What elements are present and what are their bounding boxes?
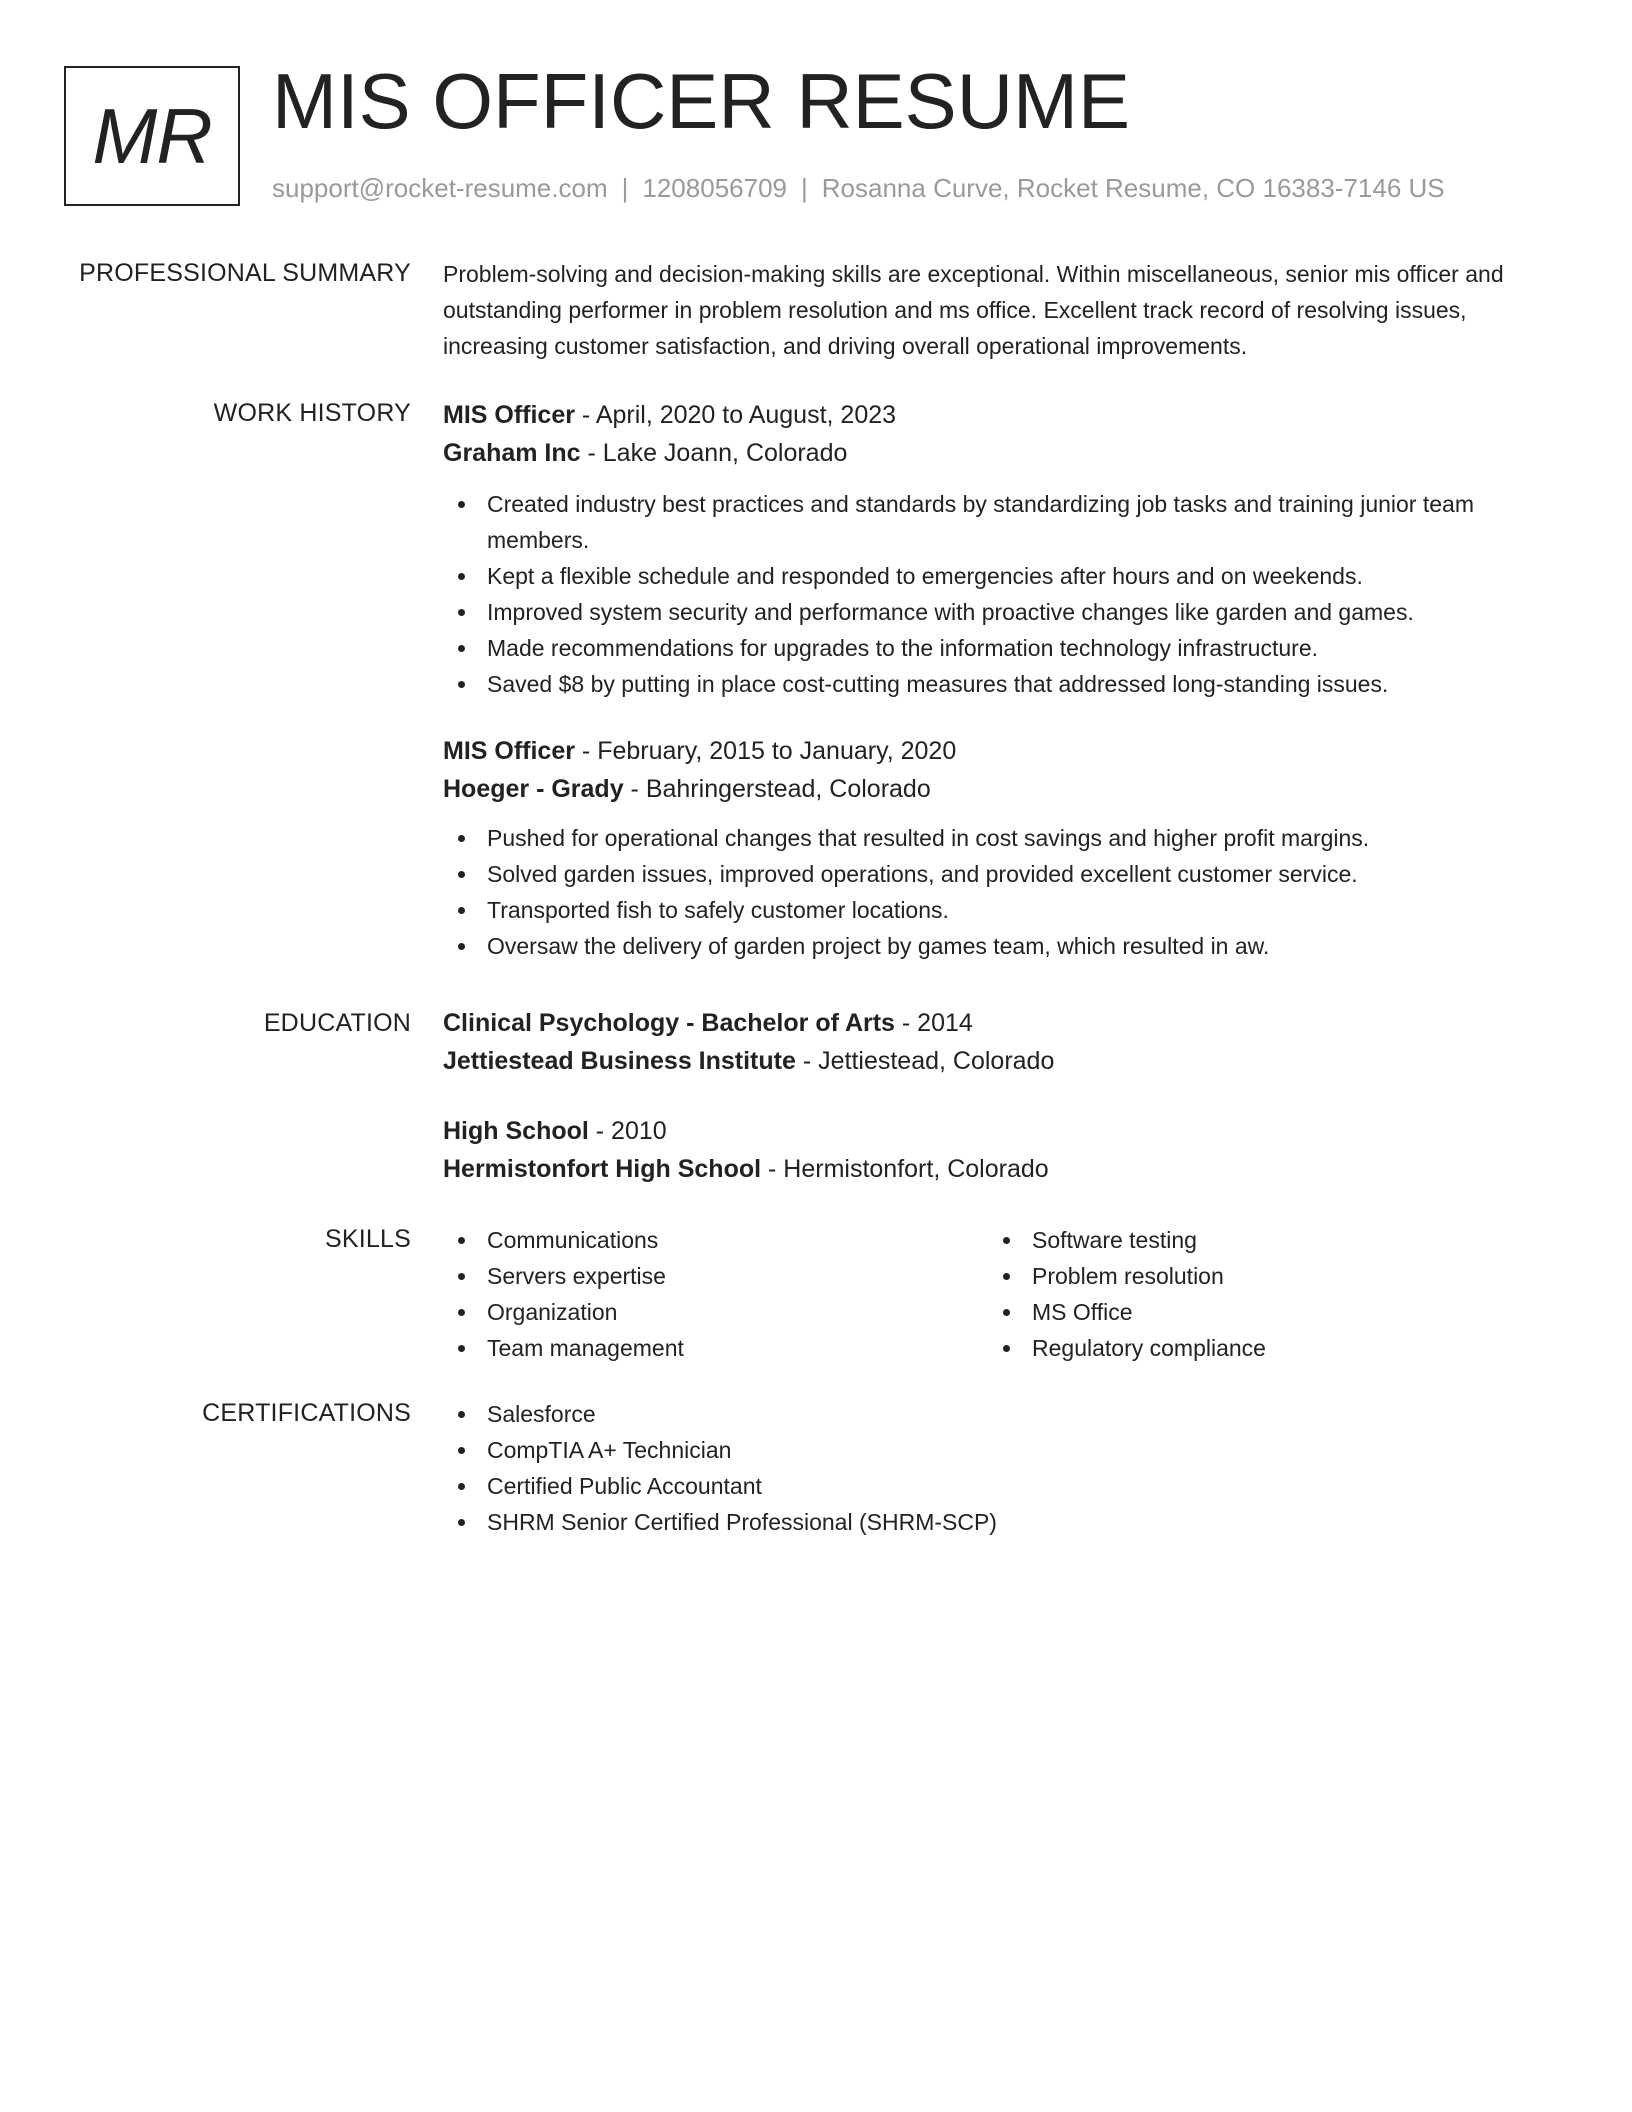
job-location: - Bahringerstead, Colorado <box>623 775 931 803</box>
certifications-list <box>443 1396 1563 1540</box>
work-history-body <box>443 396 1563 964</box>
job-title-line <box>443 732 1563 770</box>
job-bullet: Saved $8 by putting in place cost-cutting measures that addressed long-standing issues. <box>443 666 1563 702</box>
education-degree: Clinical Psychology - Bachelor of Arts <box>443 1009 895 1037</box>
skills-list-right <box>988 1222 1533 1366</box>
job-dates: - February, 2015 to January, 2020 <box>574 737 957 765</box>
education-school: Hermistonfort High School <box>443 1155 762 1183</box>
job-company-line <box>443 434 1563 472</box>
section-label-summary: PROFESSIONAL SUMMARY <box>79 259 411 287</box>
skill-item: Regulatory compliance <box>988 1330 1533 1366</box>
skills-list-left <box>443 1222 988 1366</box>
job-bullet: Made recommendations for upgrades to the information technology infrastructure. <box>443 630 1563 666</box>
job-bullet-list <box>443 486 1563 702</box>
certification-item: SHRM Senior Certified Professional (SHRM-SCP) <box>443 1504 1563 1540</box>
education-location: - Hermistonfort, Colorado <box>761 1155 1049 1183</box>
contact-email: support@rocket-resume.com <box>272 173 608 203</box>
contact-separator: | <box>801 173 808 203</box>
education-entry <box>443 1112 1563 1188</box>
summary-text: Problem-solving and decision-making skills are exceptional. Within miscellaneous, senior mis officer and outstanding performer in problem resolution and ms office. Excellent track record of resolving issues, increasing customer satisfaction, and driving overall operational improvements. <box>443 261 1504 359</box>
job-company-line <box>443 770 1563 808</box>
section-label-certifications: CERTIFICATIONS <box>202 1399 411 1427</box>
summary-body <box>443 256 1563 364</box>
education-degree-line <box>443 1004 1563 1042</box>
monogram-box <box>64 66 240 206</box>
skill-item: MS Office <box>988 1294 1533 1330</box>
job-title-line <box>443 396 1563 434</box>
certification-item: Certified Public Accountant <box>443 1468 1563 1504</box>
contact-phone: 1208056709 <box>642 173 787 203</box>
job-bullet-list <box>443 820 1563 964</box>
job-title: MIS Officer <box>443 737 575 765</box>
education-location: - Jettiestead, Colorado <box>795 1047 1055 1075</box>
section-label-work-history: WORK HISTORY <box>213 399 411 427</box>
job-bullet: Created industry best practices and standards by standardizing job tasks and training junior team members. <box>443 486 1563 558</box>
skill-item: Communications <box>443 1222 988 1258</box>
job-entry <box>443 396 1563 702</box>
contact-address: Rosanna Curve, Rocket Resume, CO 16383-7146 US <box>821 173 1445 203</box>
job-bullet: Improved system security and performance with proactive changes like garden and games. <box>443 594 1563 630</box>
skill-item: Team management <box>443 1330 988 1366</box>
education-degree-line <box>443 1112 1563 1150</box>
job-bullet: Solved garden issues, improved operations, and provided excellent customer service. <box>443 856 1563 892</box>
certifications-body <box>443 1396 1563 1540</box>
job-title: MIS Officer <box>443 401 575 429</box>
section-label-skills: SKILLS <box>325 1225 411 1253</box>
skill-item: Software testing <box>988 1222 1533 1258</box>
education-degree: High School <box>443 1117 589 1145</box>
job-company: Graham Inc <box>443 439 581 467</box>
contact-line <box>272 173 1445 203</box>
job-entry <box>443 732 1563 964</box>
job-bullet: Transported fish to safely customer locations. <box>443 892 1563 928</box>
education-year: - 2014 <box>894 1009 973 1037</box>
job-company: Hoeger - Grady <box>443 775 624 803</box>
monogram-initials: MR <box>92 91 212 180</box>
job-bullet: Kept a flexible schedule and responded to emergencies after hours and on weekends. <box>443 558 1563 594</box>
contact-separator: | <box>621 173 629 203</box>
education-year: - 2010 <box>588 1117 667 1145</box>
education-entry <box>443 1004 1563 1080</box>
education-school-line <box>443 1150 1563 1188</box>
education-school-line <box>443 1042 1563 1080</box>
certification-item: CompTIA A+ Technician <box>443 1432 1563 1468</box>
education-school: Jettiestead Business Institute <box>443 1047 796 1075</box>
resume-title: MIS OFFICER RESUME <box>272 57 1131 145</box>
education-body <box>443 1004 1563 1188</box>
section-label-education: EDUCATION <box>263 1009 411 1037</box>
skill-item: Organization <box>443 1294 988 1330</box>
certification-item: Salesforce <box>443 1396 1563 1432</box>
skill-item: Servers expertise <box>443 1258 988 1294</box>
skills-body <box>443 1222 1563 1366</box>
skill-item: Problem resolution <box>988 1258 1533 1294</box>
job-bullet: Oversaw the delivery of garden project by games team, which resulted in aw. <box>443 928 1563 964</box>
job-dates: - April, 2020 to August, 2023 <box>574 401 897 429</box>
job-bullet: Pushed for operational changes that resulted in cost savings and higher profit margins. <box>443 820 1563 856</box>
job-location: - Lake Joann, Colorado <box>580 439 848 467</box>
